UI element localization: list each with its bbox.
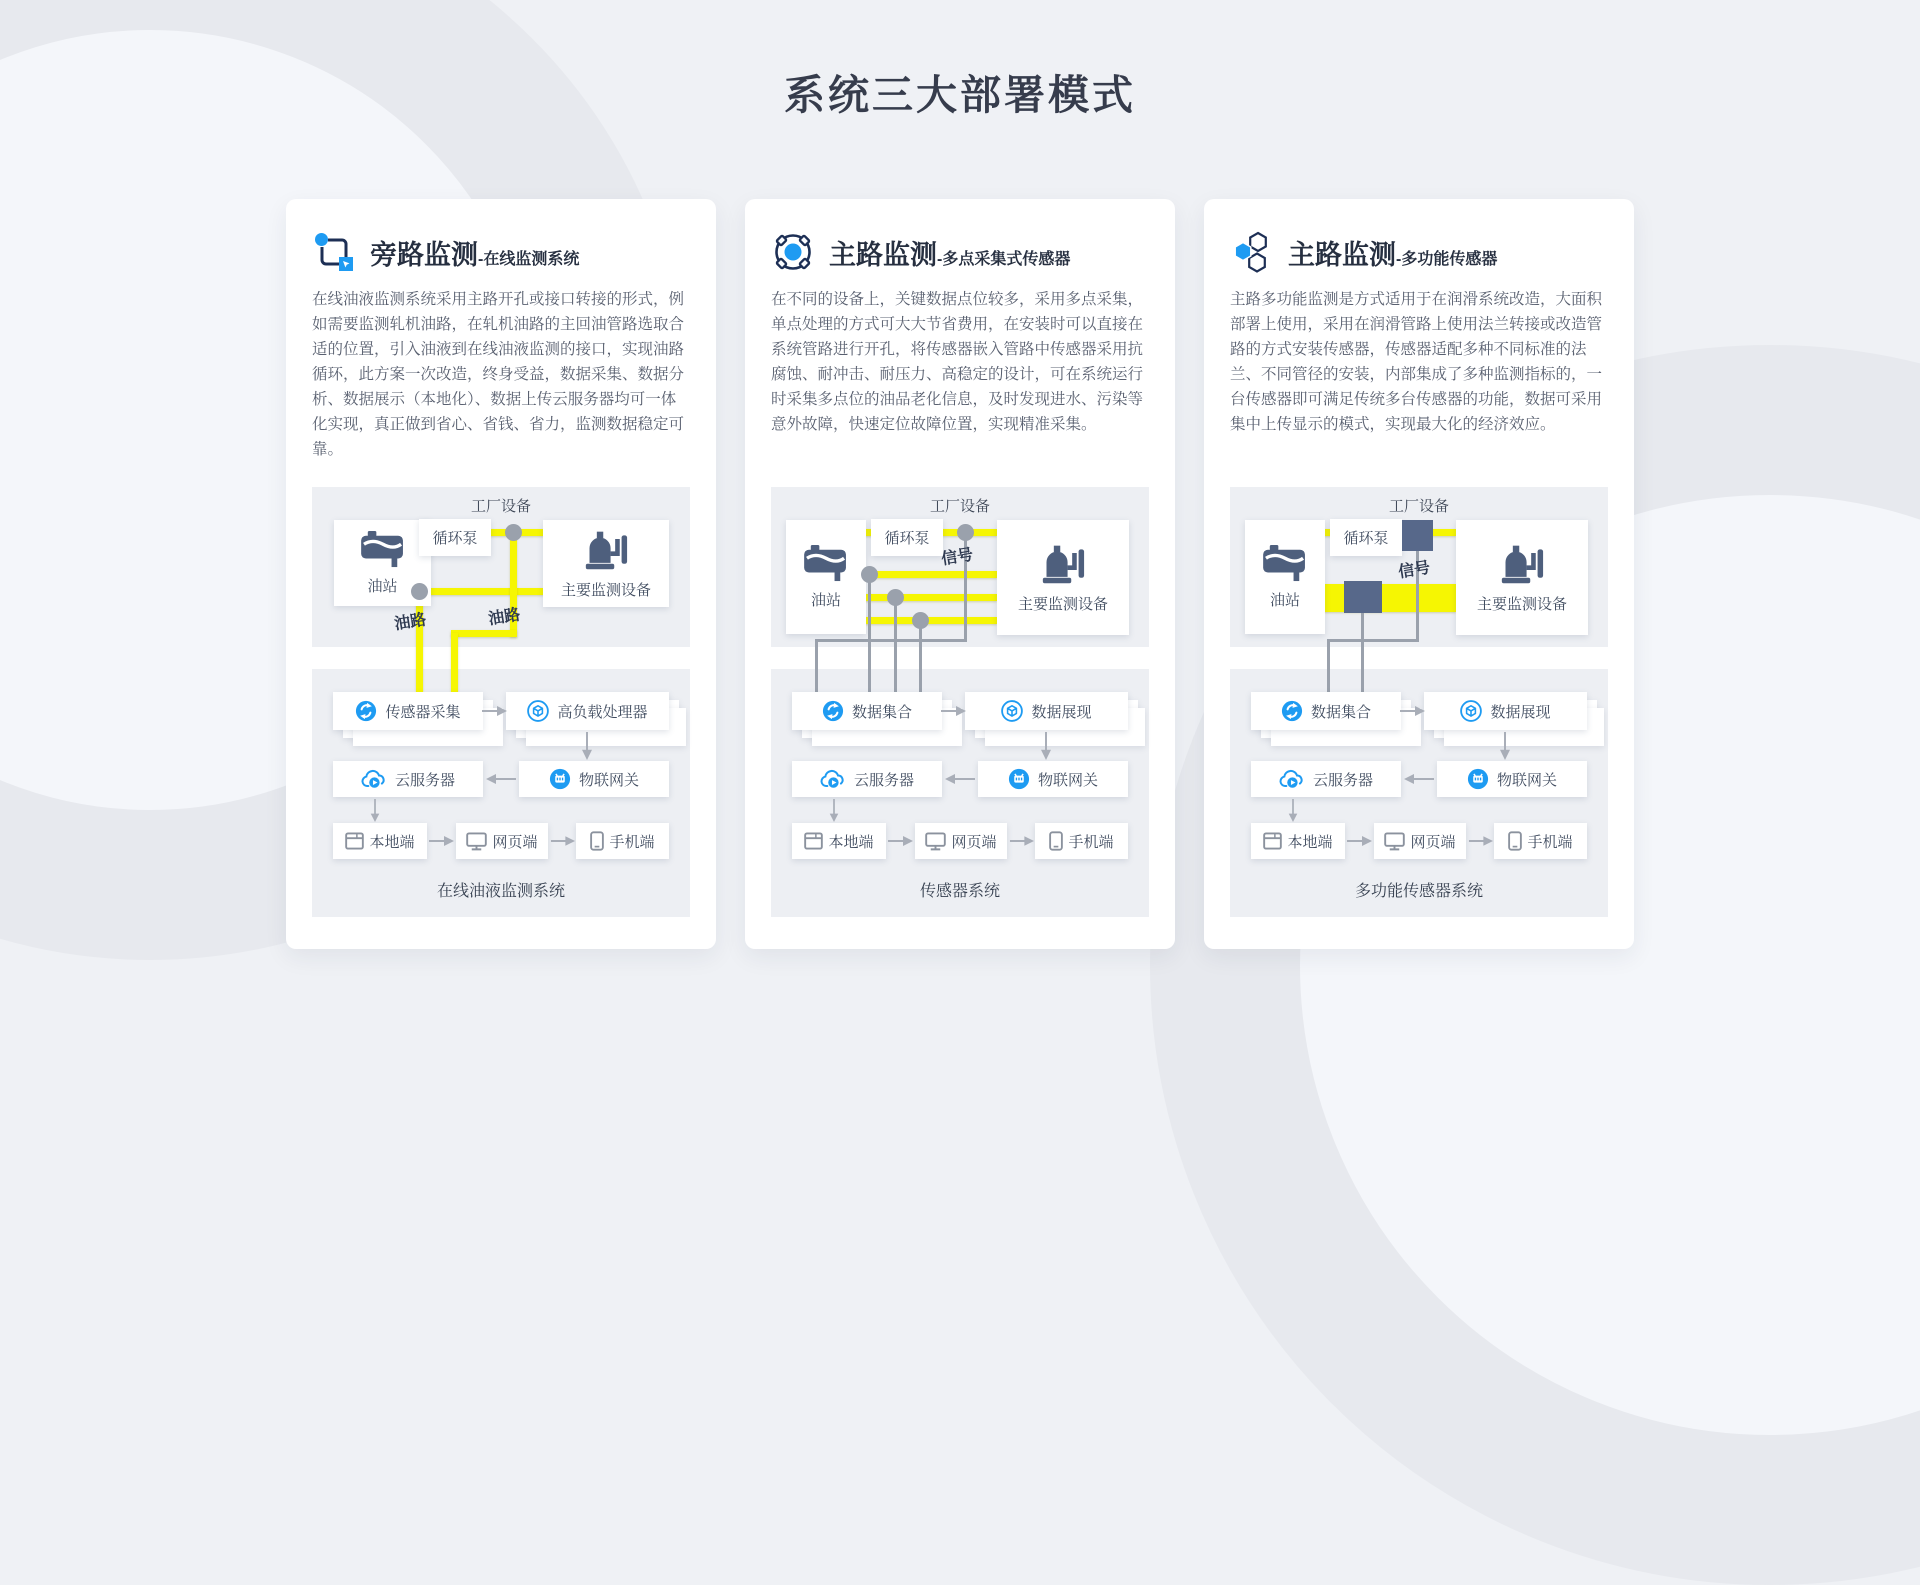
card-description: 在不同的设备上，关键数据点位较多，采用多点采集，单点处理的方式可大大节省费用，在安装时可以直接在系统管路进行开孔，将传感器嵌入管路中传感器采用抗腐蚀、耐冲击、耐压力、高稳定的设计，可在系统运行时采集多点位的油品老化信息，及时发现进水、污染等意外故障，快速定位故障位置，实现精准采集。 (771, 291, 1144, 433)
cloud-server-icon (361, 769, 387, 790)
factory-title: 工厂设备 (1388, 498, 1449, 515)
cloud-server-icon (1279, 769, 1305, 790)
inline-sensor-block (1402, 520, 1433, 551)
box-label: 云服务器 (853, 771, 914, 789)
box-label: 网页端 (951, 833, 997, 851)
iot-gateway-icon (549, 768, 571, 790)
box-label: 循环泵 (432, 530, 478, 547)
arrow-right-icon (428, 834, 454, 848)
local-client-box (333, 823, 427, 859)
process-box (965, 692, 1128, 730)
equipment-box (997, 520, 1129, 635)
process-box (1424, 692, 1587, 730)
circulation-pump-box (871, 519, 943, 556)
web-client-box (456, 823, 548, 859)
collect-box (792, 692, 942, 730)
sensor-collect-icon (355, 700, 377, 722)
inline-sensor-block (1344, 581, 1382, 613)
mobile-client-icon (1049, 831, 1063, 851)
monitor-equipment-icon (1499, 542, 1545, 586)
arrow-left-icon (1402, 772, 1436, 786)
arrow-right-icon (1399, 704, 1425, 718)
equipment-box (543, 520, 669, 607)
process-box (506, 692, 669, 730)
cloud-server-box (1251, 761, 1401, 797)
box-label: 数据展现 (1490, 703, 1551, 721)
arrow-right-icon (940, 704, 966, 718)
oil-line-label: 油路 (487, 606, 522, 629)
oil-pipe-line (451, 633, 458, 692)
mobile-client-box (576, 823, 669, 859)
factory-title: 工厂设备 (470, 498, 531, 515)
mobile-client-box (1035, 823, 1128, 859)
arrow-down-icon (1287, 799, 1299, 822)
signal-label: 信号 (1397, 559, 1432, 582)
box-label: 油站 (1269, 592, 1300, 609)
card-header (312, 229, 690, 275)
hexagon-cluster-icon (1230, 230, 1274, 274)
local-client-icon (804, 832, 823, 850)
box-label: 手机端 (609, 833, 655, 851)
iot-gateway-box (519, 761, 669, 797)
data-collect-icon (822, 700, 844, 722)
arrow-right-icon (481, 704, 507, 718)
mobile-client-icon (590, 831, 604, 851)
box-label: 手机端 (1527, 833, 1573, 851)
box-label: 数据展现 (1031, 703, 1092, 721)
oil-line-label: 油路 (393, 611, 428, 634)
sensor-dot (912, 612, 929, 629)
box-label: 高负载处理器 (557, 703, 648, 721)
box-label: 主要监测设备 (1017, 595, 1108, 613)
oil-pipe-band (1310, 584, 1456, 612)
signal-line (1327, 639, 1419, 642)
bypass-loop-icon (312, 230, 356, 274)
deployment-card-multipoint (745, 199, 1175, 949)
oil-station-box (786, 520, 866, 634)
iot-gateway-icon (1467, 768, 1489, 790)
oil-tank-icon (803, 544, 849, 582)
box-label: 主要监测设备 (560, 581, 651, 599)
factory-title: 工厂设备 (929, 498, 990, 515)
arrow-right-icon (550, 834, 575, 848)
deployment-card-multifunction (1204, 199, 1634, 949)
data-collect-icon (1281, 700, 1303, 722)
signal-line (1361, 613, 1364, 692)
deployment-diagram (771, 487, 1149, 919)
deployment-diagram (1230, 487, 1608, 919)
signal-line (894, 597, 897, 692)
arrow-down-icon (828, 799, 840, 822)
oil-tank-icon (1262, 544, 1308, 582)
box-label: 物联网关 (578, 771, 639, 789)
arrow-right-icon (1346, 834, 1372, 848)
flow-caption: 多功能传感器系统 (1354, 883, 1483, 900)
arrow-down-icon (580, 732, 594, 760)
signal-line (919, 620, 922, 692)
card-title: 主路监测 (1288, 239, 1396, 270)
local-client-box (1251, 823, 1345, 859)
sensor-dot (957, 524, 974, 541)
equipment-box (1456, 520, 1588, 635)
cloud-server-icon (820, 769, 846, 790)
circulation-pump-box (419, 519, 491, 556)
card-subtitle: -多功能传感器 (1396, 250, 1498, 268)
box-label: 主要监测设备 (1476, 595, 1567, 613)
deployment-cards (0, 199, 1920, 949)
arrow-down-icon (369, 799, 381, 822)
local-client-box (792, 823, 886, 859)
box-label: 物联网关 (1037, 771, 1098, 789)
data-display-icon (1460, 700, 1482, 722)
oil-pipe-line (864, 617, 997, 624)
box-label: 本地端 (369, 833, 415, 851)
sensor-dot (861, 566, 878, 583)
web-client-box (915, 823, 1007, 859)
mobile-client-icon (1508, 831, 1522, 851)
card-subtitle: -多点采集式传感器 (937, 250, 1071, 268)
arrow-right-icon (887, 834, 913, 848)
box-label: 循环泵 (1343, 530, 1389, 547)
card-header (771, 229, 1149, 275)
card-title: 旁路监测 (370, 239, 478, 270)
monitor-equipment-icon (1040, 542, 1086, 586)
box-label: 云服务器 (394, 771, 455, 789)
box-label: 网页端 (492, 833, 538, 851)
junction-dot (411, 583, 428, 600)
deployment-card-bypass (286, 199, 716, 949)
oil-pipe-line (451, 630, 517, 637)
oil-tank-icon (360, 530, 406, 568)
deployment-diagram (312, 487, 690, 919)
card-title: 主路监测 (829, 239, 937, 270)
card-title-group (829, 233, 1070, 272)
arrow-right-icon (1009, 834, 1034, 848)
box-label: 循环泵 (884, 530, 930, 547)
arrow-down-icon (1039, 732, 1053, 760)
web-client-box (1374, 823, 1466, 859)
lifebuoy-icon (771, 230, 815, 274)
cloud-server-box (333, 761, 483, 797)
local-client-icon (345, 832, 364, 850)
cloud-server-box (792, 761, 942, 797)
box-label: 本地端 (828, 833, 874, 851)
signal-line (1327, 639, 1330, 692)
box-label: 手机端 (1068, 833, 1114, 851)
web-client-icon (466, 832, 487, 851)
iot-gateway-box (1437, 761, 1587, 797)
web-client-icon (1384, 832, 1405, 851)
arrow-left-icon (484, 772, 518, 786)
box-label: 本地端 (1287, 833, 1333, 851)
box-label: 数据集合 (1310, 703, 1371, 721)
oil-station-box (1245, 520, 1325, 634)
web-client-icon (925, 832, 946, 851)
signal-label: 信号 (940, 546, 975, 569)
iot-gateway-box (978, 761, 1128, 797)
card-description: 主路多功能监测是方式适用于在润滑系统改造，大面积部署上使用，采用在润滑管路上使用法兰转接或改造管路的方式安装传感器，传感器适配多种不同标准的法兰、不同管径的安装，内部集成了多种监测指标的，一台传感器即可满足传统多台传感器的功能，数据可采用集中上传显示的模式，实现最大化的经济效应。 (1230, 291, 1603, 433)
iot-gateway-icon (1008, 768, 1030, 790)
flow-caption: 传感器系统 (919, 883, 1000, 900)
local-client-icon (1263, 832, 1282, 850)
signal-line (815, 639, 818, 692)
data-display-icon (1001, 700, 1023, 722)
oil-pipe-line (864, 571, 997, 578)
box-label: 传感器采集 (385, 703, 461, 721)
card-title-group (370, 233, 579, 272)
signal-line (815, 639, 967, 642)
box-label: 物联网关 (1496, 771, 1557, 789)
box-label: 油站 (810, 592, 841, 609)
circulation-pump-box (1330, 519, 1402, 556)
arrow-left-icon (943, 772, 977, 786)
collect-box (333, 692, 483, 730)
arrow-down-icon (1498, 732, 1512, 760)
processor-icon (527, 700, 549, 722)
sensor-dot (887, 589, 904, 606)
card-title-group (1288, 233, 1497, 272)
box-label: 云服务器 (1312, 771, 1373, 789)
mobile-client-box (1494, 823, 1587, 859)
junction-dot (505, 524, 522, 541)
box-label: 油站 (367, 578, 398, 595)
collect-box (1251, 692, 1401, 730)
monitor-equipment-icon (583, 528, 629, 572)
card-description: 在线油液监测系统采用主路开孔或接口转接的形式，例如需要监测轧机油路，在轧机油路的主回油管路选取合适的位置，引入油液到在线油液监测的接口，实现油路循环，此方案一次改造，终身受益，数据采集、数据分析、数据展示（本地化）、数据上传云服务器均可一体化实现，真正做到省心、省钱、省力，监测数据稳定可靠。 (312, 291, 685, 458)
box-label: 网页端 (1410, 833, 1456, 851)
signal-line (868, 574, 871, 692)
card-subtitle: -在线监测系统 (478, 250, 580, 268)
page-title: 系统三大部署模式 (784, 72, 1136, 118)
oil-pipe-line (864, 594, 997, 601)
card-header (1230, 229, 1608, 275)
box-label: 数据集合 (851, 703, 912, 721)
flow-caption: 在线油液监测系统 (436, 883, 565, 900)
arrow-right-icon (1468, 834, 1493, 848)
